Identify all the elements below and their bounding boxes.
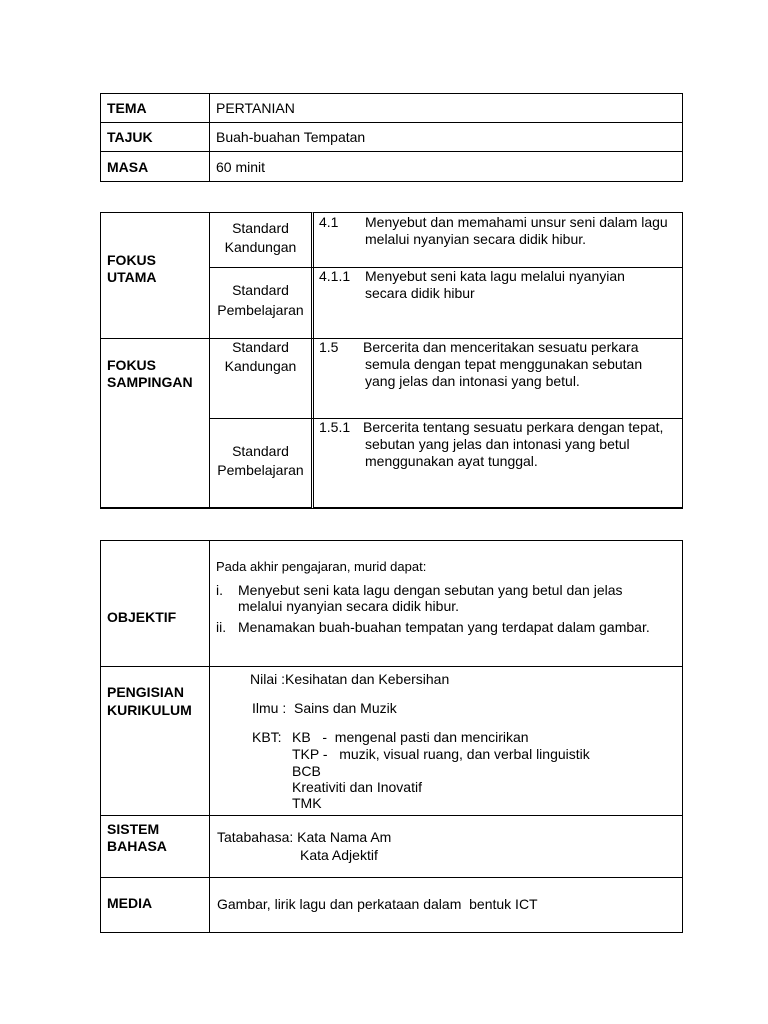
standard-type-line: Standard [232,282,289,298]
nilai-line: Nilai :Kesihatan dan Kebersihan [250,671,450,687]
objektif-item-marker: ii. [216,619,227,635]
masa-label: MASA [107,158,149,175]
media-text: Gambar, lirik lagu dan perkataan dalam bentuk ICT [217,896,538,912]
standard-text-line: menggunakan ayat tunggal. [365,453,538,469]
utama-sp-content-cell [311,267,683,339]
standard-type-line: Standard [232,339,289,355]
standard-type-line: Pembelajaran [217,462,304,478]
utama-sk-type-cell [209,212,311,268]
tajuk-value-cell [209,122,683,152]
standard-text-line: melalui nyanyian secara didik hibur. [365,231,587,247]
kbt-item: BCB [292,763,321,779]
standard-type-line: Kandungan [224,358,297,374]
standard-code: 1.5 [319,339,339,355]
objektif-item-marker: i. [216,582,223,598]
standard-code: 4.1 [319,214,339,230]
tema-label: TEMA [107,100,147,116]
standard-text-line: sebutan yang jelas dan intonasi yang betul [365,436,630,452]
fokus-utama-label-line: UTAMA [107,269,157,285]
sampingan-sk-content-cell [311,338,683,419]
kbt-item: KB - mengenal pasti dan mencirikan [292,729,529,745]
sampingan-sp-type-cell [209,418,311,509]
fokus-utama-label-cell [100,212,210,339]
standard-text-line: secara didik hibur [365,285,475,301]
ilmu-line: Ilmu : Sains dan Muzik [252,700,397,716]
objektif-item-line: Menamakan buah-buahan tempatan yang terdapat dalam gambar. [238,619,650,635]
utama-sk-content-cell [311,212,683,268]
standard-code: 4.1.1 [319,268,351,284]
standard-type-line: Pembelajaran [217,302,304,318]
sampingan-sp-content-cell [311,418,683,509]
tema-value-cell [209,93,683,123]
pengisian-label-line: PENGISIAN [107,684,185,700]
standard-text-line: semula dengan tepat menggunakan sebutan [365,356,643,372]
media-label-cell [100,877,210,933]
fokus-sampingan-label-cell [100,338,210,509]
sistem-bahasa-value-cell [209,815,683,878]
media-value-cell [209,877,683,933]
objektif-label: OBJEKTIF [107,609,177,625]
sistem-bahasa-label-line: BAHASA [107,838,167,854]
standard-text-line: yang jelas dan intonasi yang betul. [365,373,580,389]
objektif-label-cell [100,540,210,667]
objektif-value-cell [209,540,683,667]
objektif-item-line: Menyebut seni kata lagu dengan sebutan yang betul dan jelas [238,582,623,598]
kbt-item: Kreativiti dan Inovatif [292,779,422,795]
fokus-utama-label-line: FOKUS [107,252,156,268]
standard-text-line: Bercerita tentang sesuatu perkara dengan tepat, [363,419,664,435]
standard-type-line: Standard [232,220,289,236]
standard-code: 1.5.1 [319,419,351,435]
kbt-label: KBT: [252,729,282,745]
tema-value: PERTANIAN [216,100,295,116]
pengisian-label-cell [100,666,210,816]
sistem-bahasa-label-line: SISTEM [107,821,160,837]
tajuk-label: TAJUK [107,129,153,145]
masa-value-cell [209,151,683,182]
utama-sp-type-cell [209,267,311,339]
standard-text-line: Bercerita dan menceritakan sesuatu perkara [363,339,639,355]
objektif-item-line: melalui nyanyian secara didik hibur. [238,598,460,614]
fokus-sampingan-label-line: FOKUS [107,357,156,373]
pengisian-value-cell [209,666,683,816]
sampingan-sk-type-cell [209,338,311,419]
tajuk-value: Buah-buahan Tempatan [216,129,366,145]
fokus-sampingan-label-line: SAMPINGAN [107,374,193,390]
pengisian-label-line: KURIKULUM [107,702,192,718]
standard-type-line: Standard [232,443,289,459]
standard-type-line: Kandungan [224,239,297,255]
tatabahasa-line: Kata Adjektif [300,847,378,863]
tajuk-label-cell [100,122,210,152]
kbt-item: TKP - muzik, visual ruang, dan verbal linguistik [292,746,590,762]
masa-value: 60 minit [216,158,266,175]
tatabahasa-line: Tatabahasa: Kata Nama Am [217,829,392,845]
sistem-bahasa-label-cell [100,815,210,878]
tema-label-cell [100,93,210,123]
masa-label-cell [100,151,210,182]
kbt-item: TMK [292,795,322,811]
objektif-intro: Pada akhir pengajaran, murid dapat: [216,559,427,574]
standard-text-line: Menyebut dan memahami unsur seni dalam lagu [365,214,668,230]
standard-text-line: Menyebut seni kata lagu melalui nyanyian [365,268,625,284]
media-label: MEDIA [107,895,153,911]
